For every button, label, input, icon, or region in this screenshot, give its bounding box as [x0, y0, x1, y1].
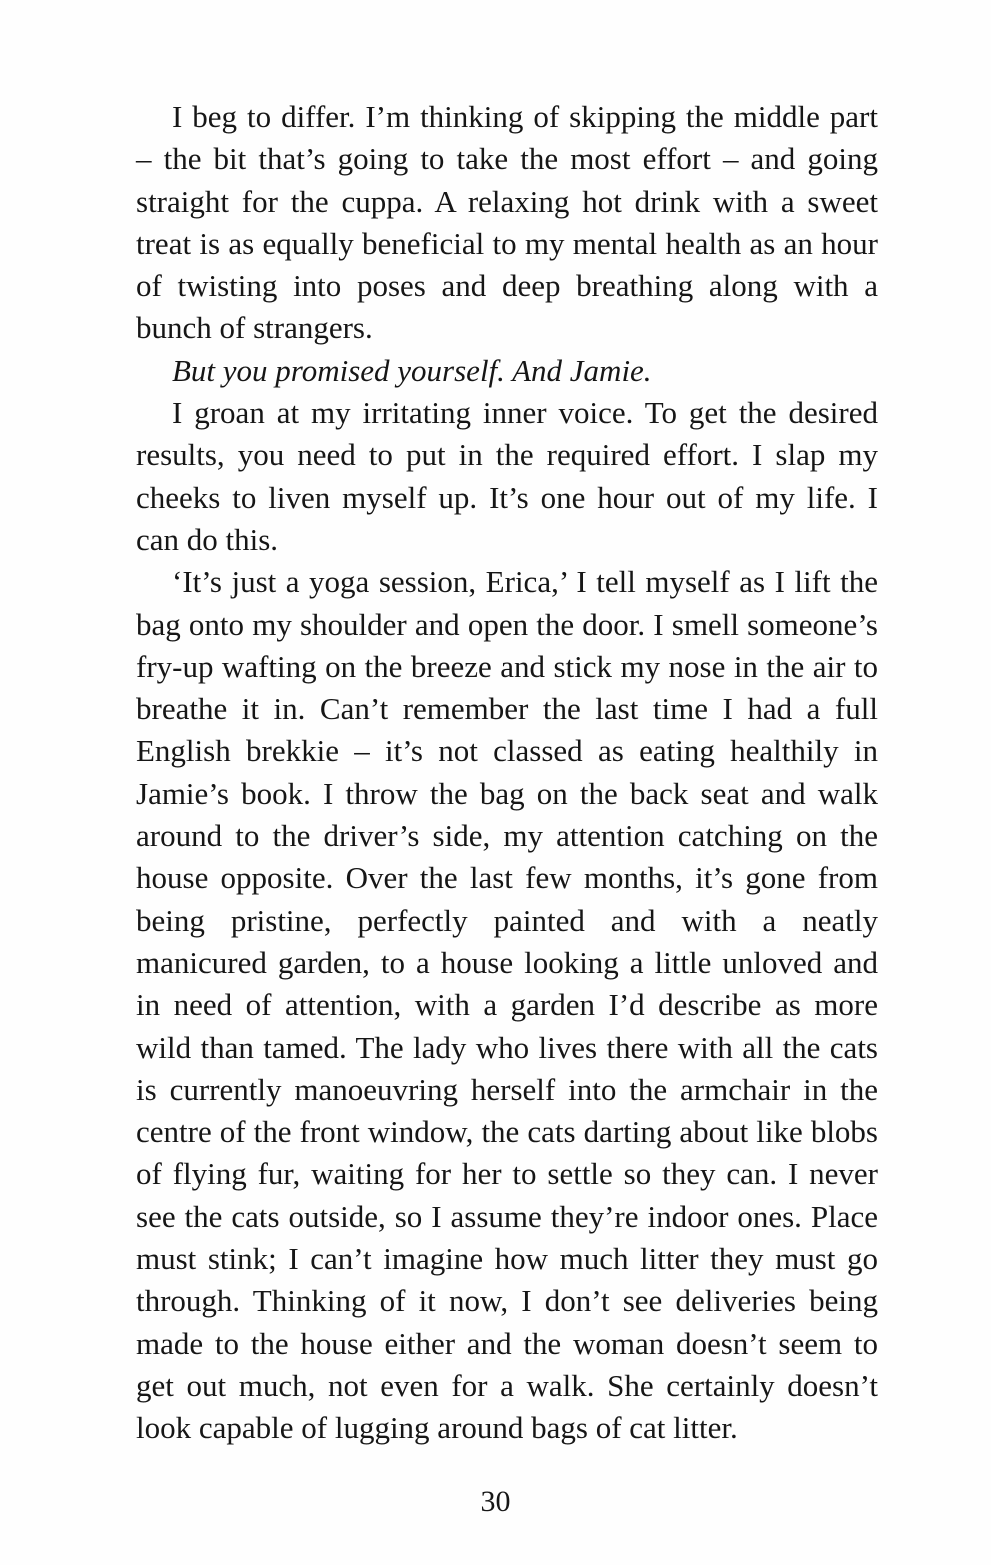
page-number: 30: [480, 1485, 511, 1518]
body-text: [136, 96, 878, 1450]
paragraph-1: I beg to differ. I’m thinking of skipping the middle part – the bit that’s going to take the most effort – and going straight for the cuppa. A relaxing hot drink with a sweet treat is as equally beneficial to my mental health as an hour of twisting into poses and deep breathing along with a bunch of strangers.: [136, 99, 878, 346]
paragraph-2-italic: But you promised yourself. And Jamie.: [172, 352, 652, 388]
paragraph-3: I groan at my irritating inner voice. To get the desired results, you need to put in the required effort. I slap my cheeks to liven myself up. It’s one hour out of my life. I can do this.: [136, 395, 878, 557]
paragraph-4: ‘It’s just a yoga session, Erica,’ I tell myself as I lift the bag onto my shoulder and open the door. I smell someone’s fry-up wafting on the breeze and stick my nose in the air to breathe it in. Can’t remember the last time I had a full English brekkie – it’s not classed as eating healthily in Jamie’s book. I throw the bag on the back seat and walk around to the driver’s side, my attention catching on the house opposite. Over the last few months, it’s gone from being pristine, perfectly painted and with a neatly manicured garden, to a house looking a little unloved and in need of attention, with a garden I’d describe as more wild than tamed. The lady who lives there with all the cats is currently manoeuvring herself into the armchair in the centre of the front window, the cats darting about like blobs of flying fur, waiting for her to settle so they can. I never see the cats outside, so I assume they’re indoor ones. Place must stink; I can’t imagine how much litter they must go through. Thinking of it now, I don’t see deliveries being made to the house either and the woman doesn’t seem to get out much, not even for a walk. She certainly doesn’t look capable of lugging around bags of cat litter.: [136, 564, 878, 1446]
